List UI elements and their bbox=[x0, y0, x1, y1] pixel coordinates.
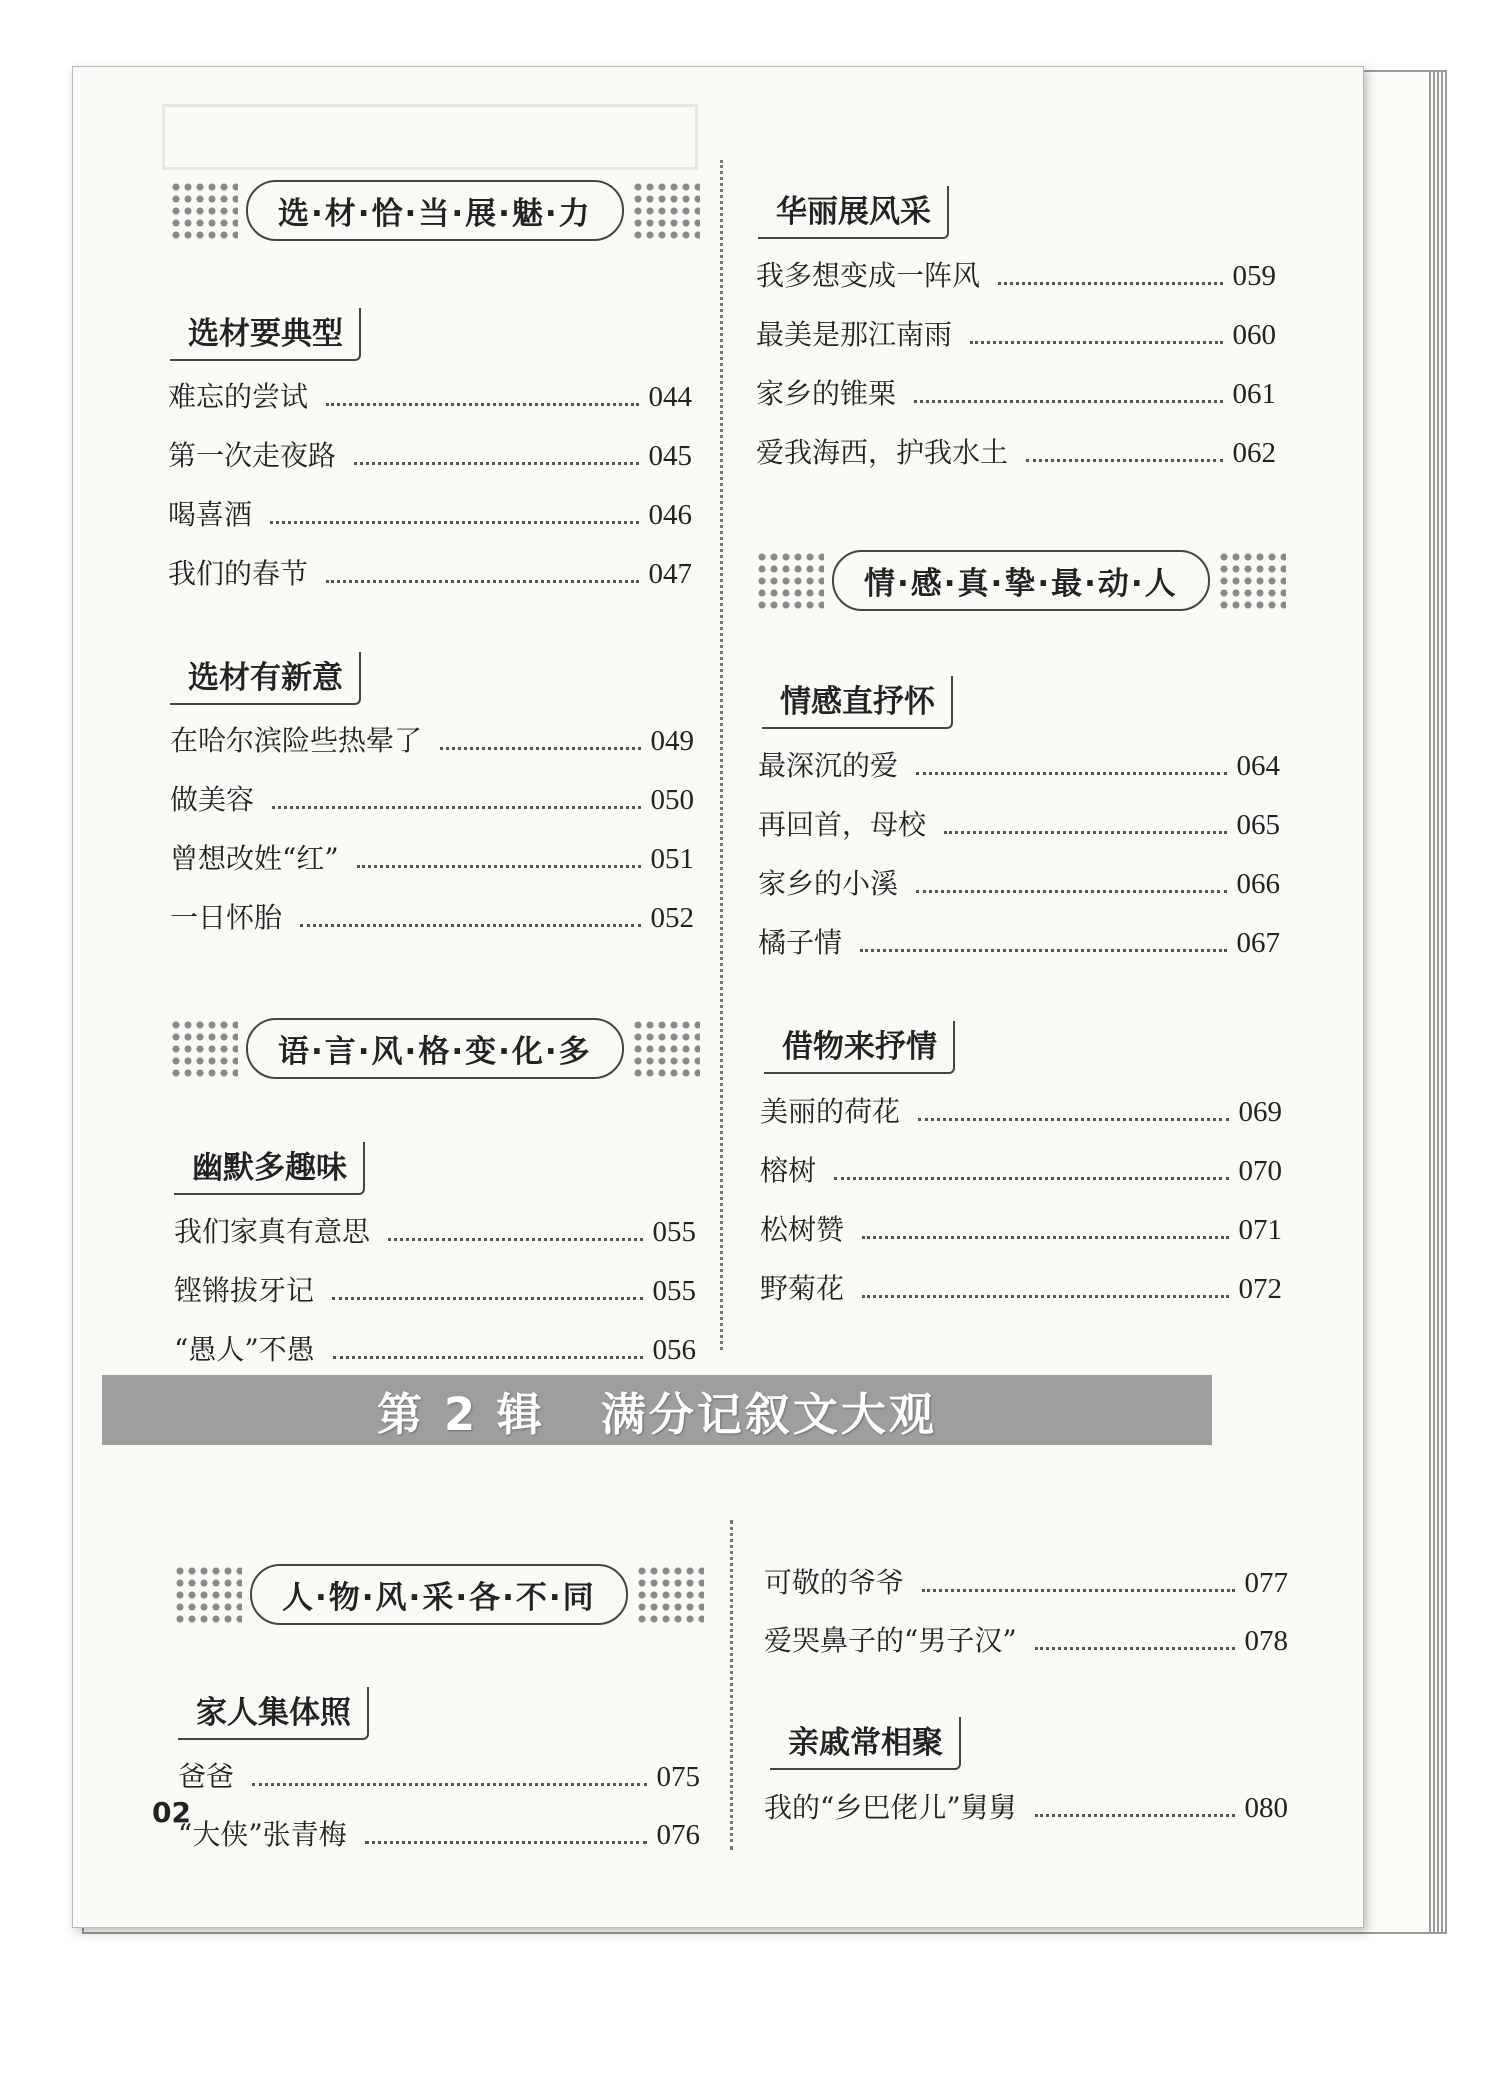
dot-leader bbox=[272, 806, 640, 809]
entry-title: 可敬的爷爷 bbox=[764, 1566, 905, 1599]
dot-leader bbox=[252, 1783, 646, 1786]
dot-leader bbox=[1026, 459, 1222, 462]
entry-page: 055 bbox=[652, 1275, 696, 1307]
entry-title: “大侠”张青梅 bbox=[178, 1818, 347, 1851]
dot-pattern bbox=[632, 181, 700, 241]
dot-pattern bbox=[174, 1565, 242, 1625]
toc-entry[interactable] bbox=[168, 552, 692, 592]
toc-entry[interactable] bbox=[174, 1269, 696, 1309]
dot-leader bbox=[1035, 1814, 1235, 1817]
dot-pattern bbox=[170, 181, 238, 241]
dot-leader bbox=[916, 772, 1226, 775]
toc-entry[interactable] bbox=[178, 1755, 700, 1795]
entry-title: 家乡的小溪 bbox=[758, 867, 899, 900]
dot-pattern bbox=[636, 1565, 704, 1625]
toc-entry[interactable] bbox=[758, 803, 1280, 843]
dot-leader bbox=[862, 1236, 1228, 1239]
entry-page: 077 bbox=[1244, 1567, 1288, 1599]
toc-entry[interactable] bbox=[756, 372, 1276, 412]
entry-page: 072 bbox=[1238, 1273, 1282, 1305]
entry-page: 059 bbox=[1232, 260, 1276, 292]
toc-entry[interactable] bbox=[764, 1619, 1288, 1659]
dot-leader bbox=[300, 924, 640, 927]
entry-page: 080 bbox=[1244, 1792, 1288, 1824]
dot-leader bbox=[333, 1356, 643, 1359]
dot-leader bbox=[918, 1118, 1228, 1121]
dot-leader bbox=[970, 341, 1222, 344]
entry-page: 069 bbox=[1238, 1096, 1282, 1128]
section-title: 情·感·真·挚·最·动·人 bbox=[832, 550, 1210, 611]
subheading: 幽默多趣味 bbox=[174, 1142, 365, 1195]
subheading: 家人集体照 bbox=[178, 1687, 369, 1740]
entry-title: 曾想改姓“红” bbox=[170, 842, 339, 875]
section-title: 人·物·风·采·各·不·同 bbox=[250, 1564, 628, 1625]
dot-leader bbox=[388, 1238, 642, 1241]
dot-leader bbox=[914, 400, 1222, 403]
entry-title: 最美是那江南雨 bbox=[756, 318, 953, 351]
toc-entry[interactable] bbox=[758, 921, 1280, 961]
toc-entry[interactable] bbox=[170, 719, 694, 759]
entry-title: 我的“乡巴佬儿”舅舅 bbox=[764, 1791, 1017, 1824]
toc-entry[interactable] bbox=[170, 837, 694, 877]
entry-page: 046 bbox=[648, 499, 692, 531]
toc-entry[interactable] bbox=[760, 1208, 1282, 1248]
entry-title: 我们的春节 bbox=[168, 557, 309, 590]
entry-title: 难忘的尝试 bbox=[168, 380, 309, 413]
subheading: 借物来抒情 bbox=[764, 1021, 955, 1074]
entry-page: 056 bbox=[652, 1334, 696, 1366]
entry-title: 第一次走夜路 bbox=[168, 439, 337, 472]
dot-leader bbox=[365, 1841, 647, 1844]
dot-leader bbox=[862, 1295, 1228, 1298]
section-banner bbox=[174, 1564, 704, 1625]
dot-leader bbox=[332, 1297, 642, 1300]
toc-entry[interactable] bbox=[178, 1813, 700, 1853]
toc-entry[interactable] bbox=[760, 1149, 1282, 1189]
entry-page: 076 bbox=[656, 1819, 700, 1851]
dot-leader bbox=[270, 521, 638, 524]
entry-page: 071 bbox=[1238, 1214, 1282, 1246]
entry-title: 爱哭鼻子的“男子汉” bbox=[764, 1624, 1017, 1657]
section-title: 选·材·恰·当·展·魅·力 bbox=[246, 180, 624, 241]
subheading: 情感直抒怀 bbox=[762, 676, 953, 729]
toc-entry[interactable] bbox=[756, 254, 1276, 294]
entry-page: 064 bbox=[1236, 750, 1280, 782]
entry-title: 家乡的锥栗 bbox=[756, 377, 897, 410]
dot-leader bbox=[916, 890, 1226, 893]
section-banner bbox=[170, 180, 700, 241]
page-number: 02 bbox=[152, 1796, 191, 1829]
entry-title: 我们家真有意思 bbox=[174, 1215, 371, 1248]
toc-entry[interactable] bbox=[168, 493, 692, 533]
dot-leader bbox=[357, 865, 641, 868]
entry-page: 065 bbox=[1236, 809, 1280, 841]
dot-pattern bbox=[170, 1019, 238, 1079]
column-divider bbox=[720, 160, 723, 1350]
dot-pattern bbox=[632, 1019, 700, 1079]
section-banner bbox=[170, 1018, 700, 1079]
entry-title: 爱我海西，护我水土 bbox=[756, 436, 1009, 469]
entry-title: 最深沉的爱 bbox=[758, 749, 899, 782]
entry-title: 做美容 bbox=[170, 783, 255, 816]
toc-entry[interactable] bbox=[168, 375, 692, 415]
toc-entry[interactable] bbox=[760, 1267, 1282, 1307]
entry-title: 铿锵拔牙记 bbox=[174, 1274, 315, 1307]
dot-leader bbox=[326, 580, 638, 583]
toc-entry[interactable] bbox=[174, 1210, 696, 1250]
subheading: 亲戚常相聚 bbox=[770, 1717, 961, 1770]
dot-pattern bbox=[1218, 551, 1286, 611]
entry-page: 050 bbox=[650, 784, 694, 816]
dot-leader bbox=[944, 831, 1226, 834]
toc-entry[interactable] bbox=[168, 434, 692, 474]
toc-entry[interactable] bbox=[756, 431, 1276, 471]
dot-leader bbox=[922, 1589, 1234, 1592]
entry-title: 一日怀胎 bbox=[170, 901, 283, 934]
entry-title: “愚人”不愚 bbox=[174, 1333, 315, 1366]
entry-title: 喝喜酒 bbox=[168, 498, 253, 531]
entry-title: 美丽的荷花 bbox=[760, 1095, 901, 1128]
column-divider bbox=[730, 1520, 733, 1850]
entry-page: 045 bbox=[648, 440, 692, 472]
toc-entry[interactable] bbox=[170, 778, 694, 818]
dot-leader bbox=[834, 1177, 1228, 1180]
entry-title: 爸爸 bbox=[178, 1760, 235, 1793]
entry-page: 055 bbox=[652, 1216, 696, 1248]
entry-page: 078 bbox=[1244, 1625, 1288, 1657]
toc-entry[interactable] bbox=[758, 744, 1280, 784]
entry-page: 075 bbox=[656, 1761, 700, 1793]
entry-title: 野菊花 bbox=[760, 1272, 845, 1305]
dot-pattern bbox=[756, 551, 824, 611]
part-banner bbox=[102, 1375, 1212, 1445]
entry-title: 橘子情 bbox=[758, 926, 843, 959]
entry-page: 061 bbox=[1232, 378, 1276, 410]
entry-page: 060 bbox=[1232, 319, 1276, 351]
entry-title: 松树赞 bbox=[760, 1213, 845, 1246]
part-title: 第 2 辑 满分记叙文大观 bbox=[377, 1387, 937, 1441]
toc-entry[interactable] bbox=[174, 1328, 696, 1368]
dot-leader bbox=[1035, 1647, 1235, 1650]
entry-page: 070 bbox=[1238, 1155, 1282, 1187]
entry-page: 049 bbox=[650, 725, 694, 757]
entry-title: 我多想变成一阵风 bbox=[756, 259, 981, 292]
dot-leader bbox=[998, 282, 1222, 285]
dot-leader bbox=[354, 462, 638, 465]
section-title: 语·言·风·格·变·化·多 bbox=[246, 1018, 624, 1079]
toc-entry[interactable] bbox=[764, 1561, 1288, 1601]
subheading: 选材有新意 bbox=[170, 652, 361, 705]
entry-page: 062 bbox=[1232, 437, 1276, 469]
entry-title: 在哈尔滨险些热晕了 bbox=[170, 724, 423, 757]
entry-page: 052 bbox=[650, 902, 694, 934]
toc-entry[interactable] bbox=[764, 1786, 1288, 1826]
subheading: 选材要典型 bbox=[170, 308, 361, 361]
toc-entry[interactable] bbox=[760, 1090, 1282, 1130]
entry-page: 066 bbox=[1236, 868, 1280, 900]
entry-title: 榕树 bbox=[760, 1154, 817, 1187]
bleed-through-header bbox=[162, 104, 698, 170]
entry-title: 再回首，母校 bbox=[758, 808, 927, 841]
dot-leader bbox=[860, 949, 1226, 952]
dot-leader bbox=[440, 747, 640, 750]
dot-leader bbox=[326, 403, 638, 406]
toc-entry[interactable] bbox=[758, 862, 1280, 902]
subheading: 华丽展风采 bbox=[758, 186, 949, 239]
entry-page: 044 bbox=[648, 381, 692, 413]
entry-page: 067 bbox=[1236, 927, 1280, 959]
toc-entry[interactable] bbox=[170, 896, 694, 936]
entry-page: 051 bbox=[650, 843, 694, 875]
section-banner bbox=[756, 550, 1286, 611]
entry-page: 047 bbox=[648, 558, 692, 590]
toc-entry[interactable] bbox=[756, 313, 1276, 353]
